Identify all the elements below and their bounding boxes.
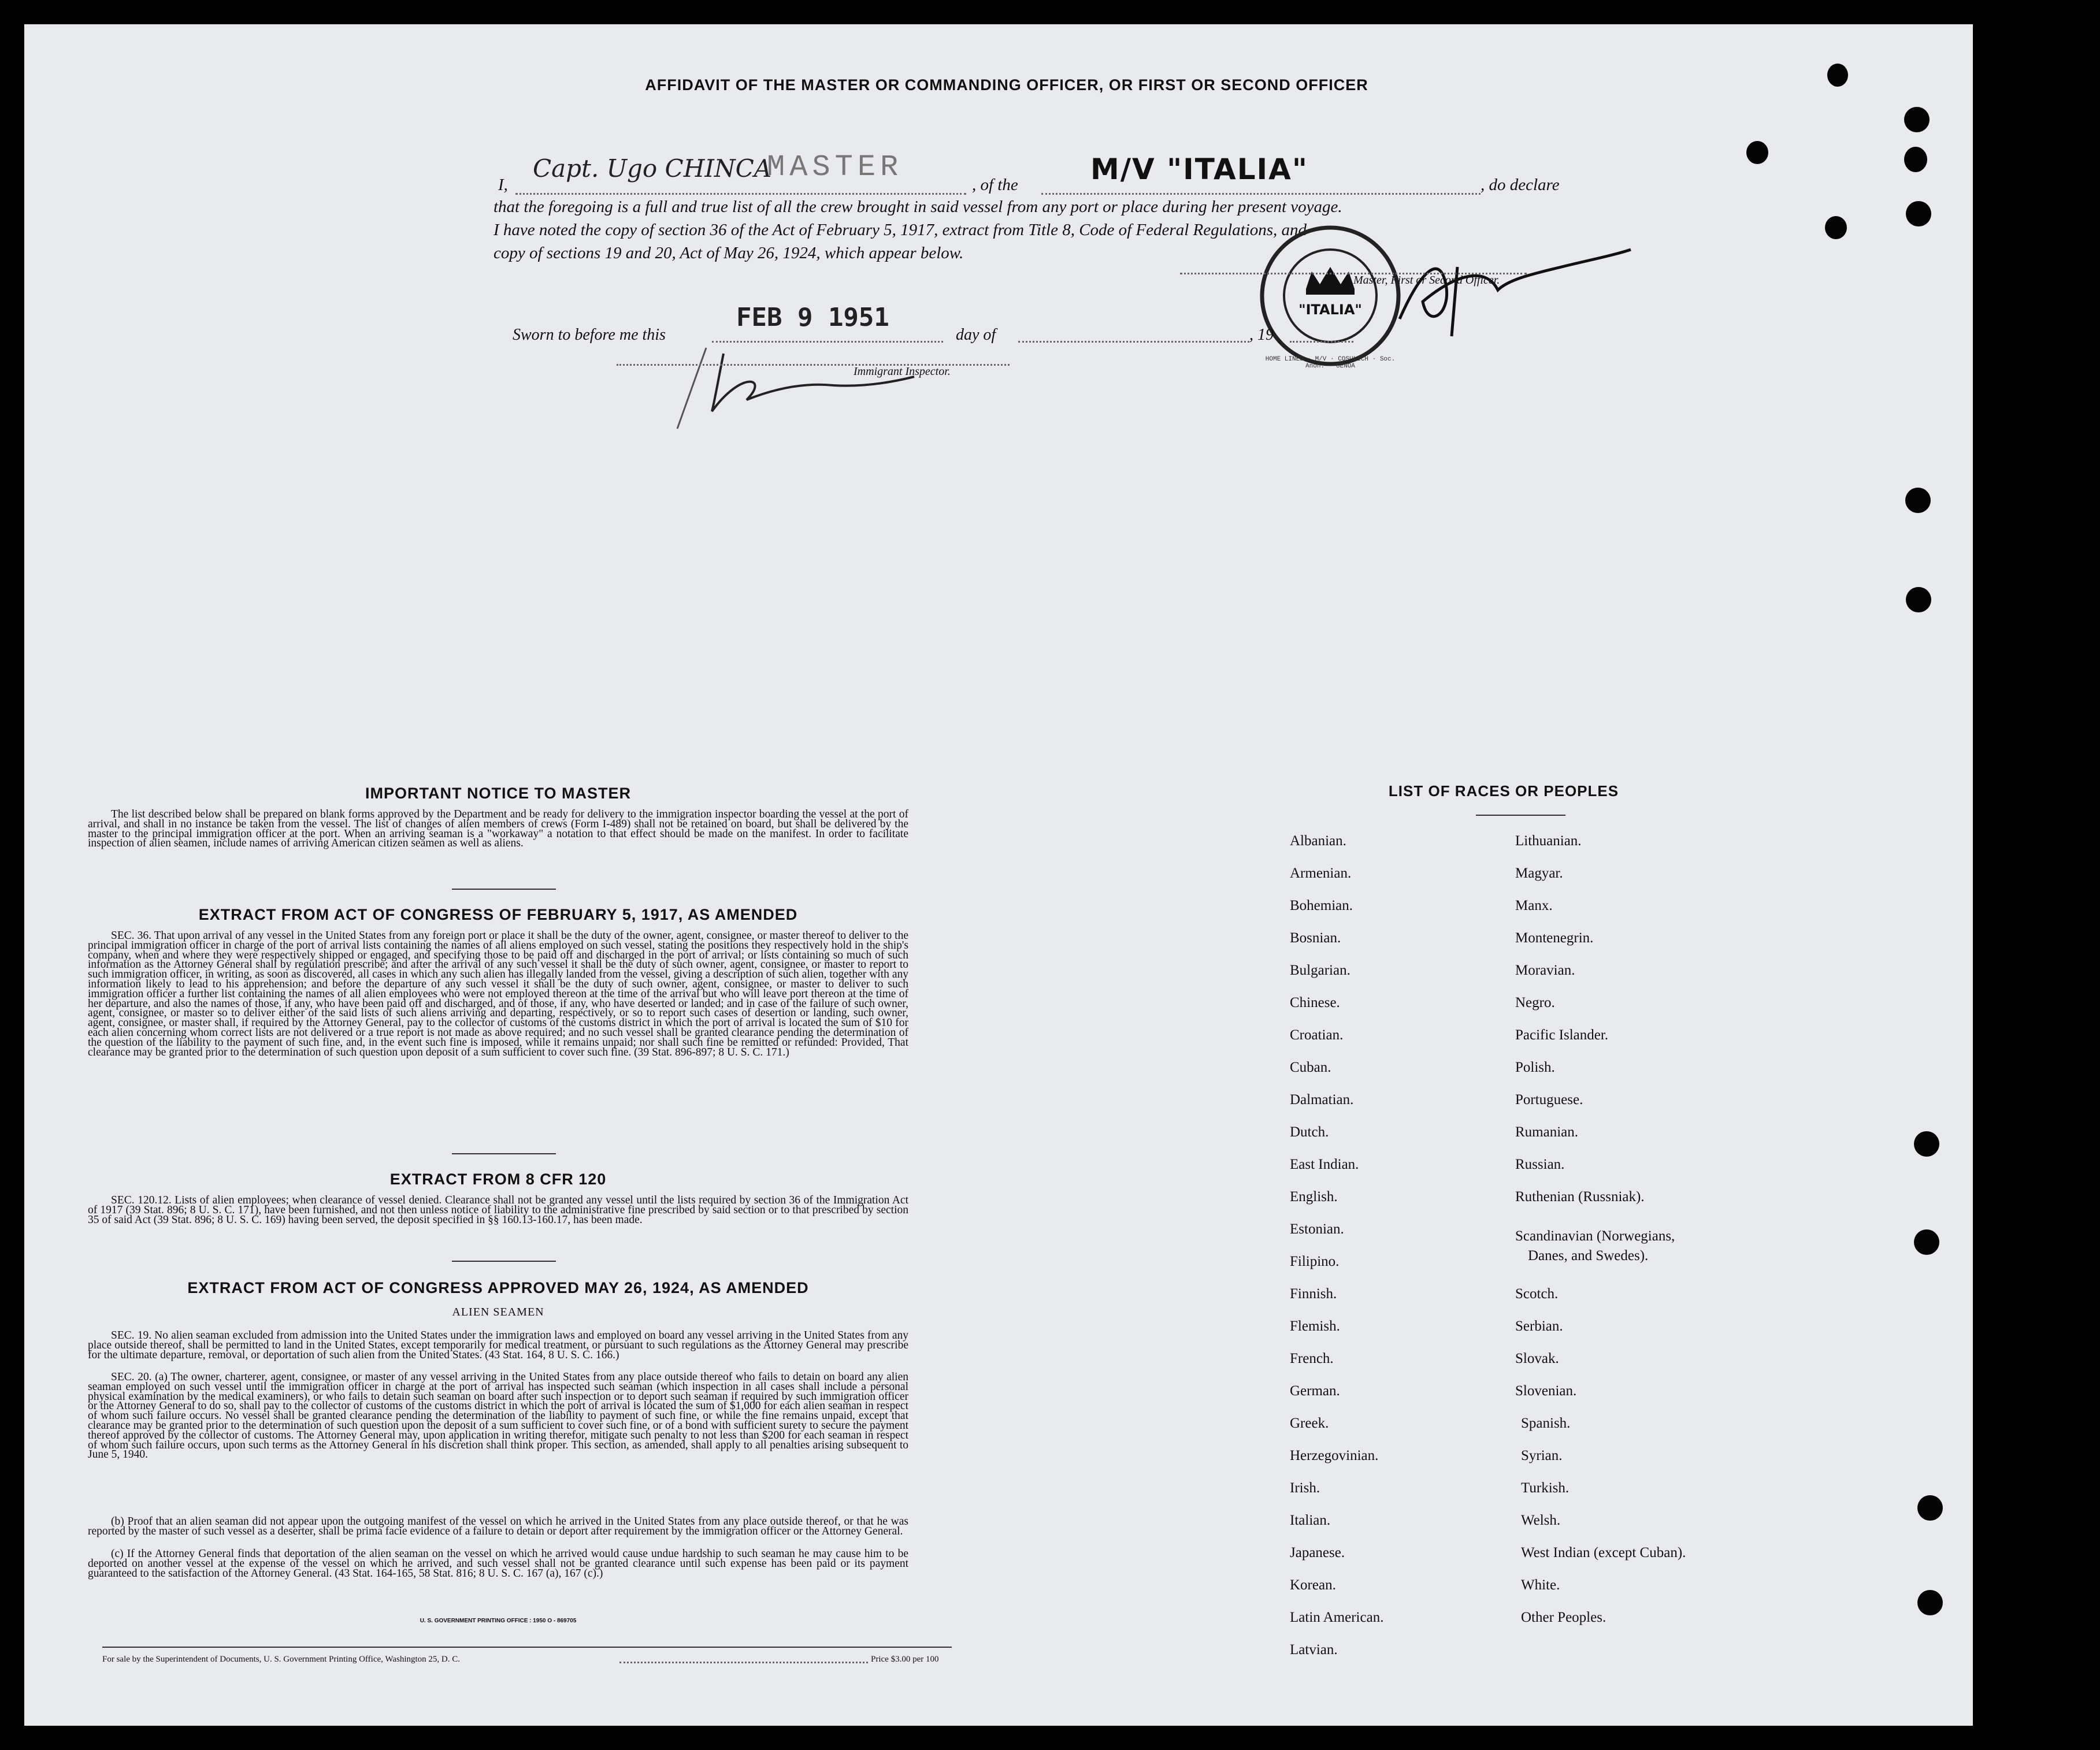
- race-item: Negro.: [1515, 995, 1555, 1010]
- race-item: Estonian.: [1290, 1221, 1344, 1237]
- race-item: Chinese.: [1290, 995, 1340, 1010]
- race-item: Syrian.: [1521, 1448, 1563, 1463]
- race-item: Montenegrin.: [1515, 930, 1594, 946]
- officer-signature: [1388, 232, 1642, 351]
- affidavit-line-3: I have noted the copy of section 36 of the Act of February 5, 1917, extract from Title 8, Code of Federal Regulations, and: [494, 221, 1307, 239]
- price-note: Price $3.00 per 100: [871, 1655, 939, 1664]
- affidavit-i: I,: [498, 176, 508, 194]
- race-item: West Indian (except Cuban).: [1521, 1545, 1686, 1560]
- extract-1924-title: EXTRACT FROM ACT OF CONGRESS APPROVED MAY 26, 1924, AS AMENDED: [187, 1279, 809, 1296]
- race-item: Magyar.: [1515, 865, 1563, 881]
- year-label: , 19: [1249, 326, 1274, 344]
- race-item: Scandinavian (Norwegians,: [1515, 1228, 1675, 1244]
- race-item: Pacific Islander.: [1515, 1027, 1609, 1043]
- year-line: [1290, 341, 1353, 343]
- race-item: Portuguese.: [1515, 1092, 1583, 1108]
- sworn-label: Sworn to before me this: [513, 326, 666, 344]
- race-item: Italian.: [1290, 1513, 1331, 1528]
- seal-graphic: [1255, 221, 1405, 371]
- race-item: Slovak.: [1515, 1351, 1559, 1366]
- cfr-text: SEC. 120.12. Lists of alien employees; when clearance of vessel denied. Clearance shall not be granted any vessel until the lists required by section 36 of the Immigration Act of 1917 (39 Stat. 896; 8 U. S. C. 171), have been furnished, and not then unless notice of liability to the administrative fine prescribed by said section or to that prescribed by section 35 of said Act (39 Stat. 896; 8 U. S. C. 169) having been served, the deposit specified in §§ 160.13-160.17, has been made.: [88, 1194, 908, 1226]
- race-item: Ruthenian (Russniak).: [1515, 1189, 1645, 1205]
- rank-stamp: MASTER: [767, 150, 903, 184]
- divider: [452, 1261, 556, 1262]
- vessel-line: [1041, 193, 1481, 195]
- race-item: Latin American.: [1290, 1610, 1384, 1625]
- sworn-date-stamp: FEB 9 1951: [736, 303, 889, 332]
- name-line: [515, 193, 966, 195]
- race-item: Turkish.: [1521, 1480, 1570, 1496]
- day-of-label: day of: [956, 326, 996, 344]
- printing-office-note: U. S. GOVERNMENT PRINTING OFFICE : 1950 O - 869705: [420, 1618, 577, 1624]
- race-item: Polish.: [1515, 1060, 1555, 1075]
- company-seal: [1255, 221, 1405, 371]
- inspector-signature: [660, 336, 926, 443]
- race-item: Welsh.: [1521, 1513, 1561, 1528]
- race-item: German.: [1290, 1383, 1340, 1399]
- race-item: Armenian.: [1290, 865, 1352, 881]
- races-title: LIST OF RACES OR PEOPLES: [1388, 782, 1619, 800]
- master-name-handwritten: Capt. Ugo CHINCA: [533, 154, 772, 183]
- divider: [452, 1153, 556, 1154]
- vessel-name: M/V "ITALIA": [1090, 153, 1308, 186]
- seal-center-text: "ITALIA": [1298, 302, 1362, 318]
- inspector-line: [617, 364, 1010, 366]
- race-item: Finnish.: [1290, 1286, 1337, 1302]
- race-item: Russian.: [1515, 1157, 1565, 1172]
- sec-19-text: SEC. 19. No alien seaman excluded from admission into the United States under the immigration laws and employed on board any vessel arriving in the United States from any place outside thereof, shall be permitted to land in the United States, except temporarily for medical treatment, or pursuant to such regulations as the Attorney General may prescribe for the ultimate departure, removal, or deportation of such alien from the United States. (43 Stat. 164, 8 U. S. C. 166.): [88, 1329, 908, 1361]
- race-item: Albanian.: [1290, 833, 1346, 849]
- punch-hole: [1914, 1229, 1939, 1255]
- race-item: Danes, and Swedes).: [1528, 1248, 1649, 1264]
- race-item: Japanese.: [1290, 1545, 1345, 1560]
- footer-rule: [102, 1647, 952, 1648]
- of-the-label: , of the: [972, 176, 1018, 194]
- punch-hole: [1904, 147, 1927, 172]
- affidavit-line-2: that the foregoing is a full and true list of all the crew brought in said vessel from any port or place during her present voyage.: [494, 198, 1342, 216]
- race-item: Slovenian.: [1515, 1383, 1577, 1399]
- seal-ring-text: HOME LINES · M/V · COSULICH · Soc. Anon. · GENOA: [1265, 356, 1396, 370]
- sec-20c-text: (c) If the Attorney General finds that deportation of the alien seaman on the vessel on which he arrived would cause undue hardship to such seaman he may cause him to be deported on another vessel at the expense of the vessel on which he arrived, and such vessel shall not be granted clearance until such expense has been paid or its payment guaranteed to the satisfaction of the Attorney General. (43 Stat. 164-165, 58 Stat. 816; 8 U. S. C. 167 (a), 167 (c).): [88, 1548, 908, 1580]
- race-item: Manx.: [1515, 898, 1553, 913]
- race-item: Other Peoples.: [1521, 1610, 1606, 1625]
- punch-hole: [1906, 201, 1931, 226]
- race-item: Bohemian.: [1290, 898, 1353, 913]
- punch-hole: [1906, 587, 1931, 612]
- race-item: Irish.: [1290, 1480, 1320, 1496]
- affidavit-title: AFFIDAVIT OF THE MASTER OR COMMANDING OFFICER, OR FIRST OR SECOND OFFICER: [645, 76, 1368, 94]
- punch-hole: [1917, 1495, 1943, 1521]
- punch-hole: [1914, 1131, 1939, 1157]
- races-title-rule: [1476, 815, 1565, 816]
- race-item: Croatian.: [1290, 1027, 1344, 1043]
- race-item: Flemish.: [1290, 1318, 1340, 1334]
- race-item: Greek.: [1290, 1415, 1329, 1431]
- form-page: [24, 24, 1973, 1726]
- race-item: Filipino.: [1290, 1254, 1340, 1269]
- sec-20a-text: SEC. 20. (a) The owner, charterer, agent, consignee, or master of any vessel arriving in the United States from any place outside thereof who fails to detain on board any alien seaman employed on such vessel until the immigration officer in charge at the port of arrival has inspected such seaman (which inspection in all cases shall include a personal physical examination by the medical examiners), or who fails to detain such seaman on board after such inspection or to deport such seaman if required by such immigration officer or the Attorney General to do so, shall pay to the collector of customs of the customs district in which the port of arrival is located the sum of $1,000 for each alien seaman in respect of whom such failure occurs. No vessel shall be granted clearance pending the determination of the liability to payment of such fine, or while the fine remains unpaid, except that clearance may be granted prior to the determination of such question upon the deposit of a sum sufficient to cover such fine, or of a bond with sufficient surety to secure the payment thereof approved by the collector of customs. The Attorney General may, upon application in writing therefor, mitigate such penalty to not less than $200 for each seaman in respect of whom such failure occurs, upon such terms as the Attorney General in his discretion shall think proper. This section, as amended, shall apply to all penalties arising subsequent to June 5, 1940.: [88, 1371, 908, 1461]
- race-item: Moravian.: [1515, 963, 1575, 978]
- do-declare-label: , do declare: [1481, 176, 1560, 194]
- race-item: East Indian.: [1290, 1157, 1359, 1172]
- extract-1917-title: EXTRACT FROM ACT OF CONGRESS OF FEBRUARY 5, 1917, AS AMENDED: [198, 906, 798, 923]
- race-item: Spanish.: [1521, 1415, 1571, 1431]
- notice-text: The list described below shall be prepared on blank forms approved by the Department and be ready for delivery to the immigration inspector boarding the vessel at the port of arrival, and shall in no instance be taken from the vessel. The list of changes of alien members of crews (Form I-489) shall not be retained on board, but shall be delivered by the master to the principal immigration officer at the port. When an arriving seaman is a "workaway" a notation to that effect should be made on the manifest. In order to facilitate inspection of alien seamen, include names of arriving American citizen seamen as well as aliens.: [88, 808, 908, 850]
- race-item: French.: [1290, 1351, 1334, 1366]
- alien-seamen-subtitle: ALIEN SEAMEN: [452, 1306, 544, 1318]
- race-item: Korean.: [1290, 1577, 1336, 1593]
- affidavit-line-4: copy of sections 19 and 20, Act of May 26, 1924, which appear below.: [494, 244, 964, 262]
- punch-hole: [1827, 64, 1848, 87]
- extract-1917-text: SEC. 36. That upon arrival of any vessel in the United States from any foreign port or place it shall be the duty of the owner, agent, consignee, or master thereof to deliver to the principal immigration officer in charge of the port of arrival lists containing the names of all aliens employed on such vessel, stating the positions they respectively hold in the ship's company, when and where they were respectively shipped or engaged, and specifying those to be paid off and discharged in the port of arrival; or lists containing so much of such information as the Attorney General shall by regulation prescribe; and after the arrival of any such vessel it shall be the duty of such owner, agent, consignee, or master to report to such immigration officer, in writing, as soon as discovered, all cases in which any such alien has illegally landed from the vessel, giving a description of such alien, together with any information likely to lead to his apprehension; and before the departure of any such vessel it shall be the duty of such owner, agent, consignee, or master to deliver to such immigration officer a further list containing the names of all alien employees who were not employed thereon at the time of the arrival but who will leave port thereon at the time of her departure, and also the names of those, if any, who have been paid off and discharged, and of those, if any, who have deserted or landed; and in case of the failure of such owner, agent, consignee, or master so to deliver either of the said lists of such aliens arriving and departing, respectively, or so to report such cases of desertion or landing, such owner, agent, consignee, or master shall, if required by the Attorney General, pay to the collector of customs of the customs district in which the port of arrival is located the sum of $10 for each alien concerning whom correct lists are not delivered or a true report is not made as above required; and no such vessel shall be granted clearance pending the determination of the question of the liability to the payment of such fine, and, in the event such fine is imposed, while it remains unpaid; nor shall such fine be remitted or refunded: Provided, That clearance may be granted prior to the determination of such question upon deposit of a sum sufficient to cover such fine. (39 Stat. 896-897; 8 U. S. C. 171.): [88, 930, 908, 1058]
- race-item: Serbian.: [1515, 1318, 1563, 1334]
- officer-caption: Master, First or Second Officer.: [1353, 274, 1500, 287]
- sale-leader: [619, 1662, 868, 1663]
- punch-hole: [1904, 107, 1930, 132]
- punch-hole: [1825, 216, 1847, 239]
- race-item: English.: [1290, 1189, 1338, 1205]
- punch-hole: [1917, 1590, 1943, 1615]
- race-item: Herzegovinian.: [1290, 1448, 1379, 1463]
- race-item: Latvian.: [1290, 1642, 1338, 1658]
- sec-20b-text: (b) Proof that an alien seaman did not appear upon the outgoing manifest of the vessel on which he arrived in the United States from any place outside thereof, or that he was reported by the master of such vessel as a deserter, shall be prima facie evidence of a failure to detain or deport after requirement by the immigration officer or the Attorney General.: [88, 1515, 908, 1537]
- race-item: Rumanian.: [1515, 1124, 1579, 1140]
- day-of-line: [1018, 341, 1249, 343]
- race-item: Bosnian.: [1290, 930, 1341, 946]
- cfr-title: EXTRACT FROM 8 CFR 120: [389, 1171, 607, 1188]
- inspector-caption: Immigrant Inspector.: [854, 365, 951, 378]
- punch-hole: [1746, 141, 1768, 164]
- race-item: Scotch.: [1515, 1286, 1559, 1302]
- race-item: Dalmatian.: [1290, 1092, 1354, 1108]
- race-item: White.: [1521, 1577, 1560, 1593]
- race-item: Cuban.: [1290, 1060, 1331, 1075]
- race-item: Dutch.: [1290, 1124, 1329, 1140]
- race-item: Bulgarian.: [1290, 963, 1350, 978]
- notice-title: IMPORTANT NOTICE TO MASTER: [365, 785, 631, 802]
- race-item: Lithuanian.: [1515, 833, 1582, 849]
- sale-note: For sale by the Superintendent of Documents, U. S. Government Printing Office, Washington 25, D. C.: [102, 1655, 460, 1664]
- divider: [452, 889, 556, 890]
- punch-hole: [1905, 488, 1931, 513]
